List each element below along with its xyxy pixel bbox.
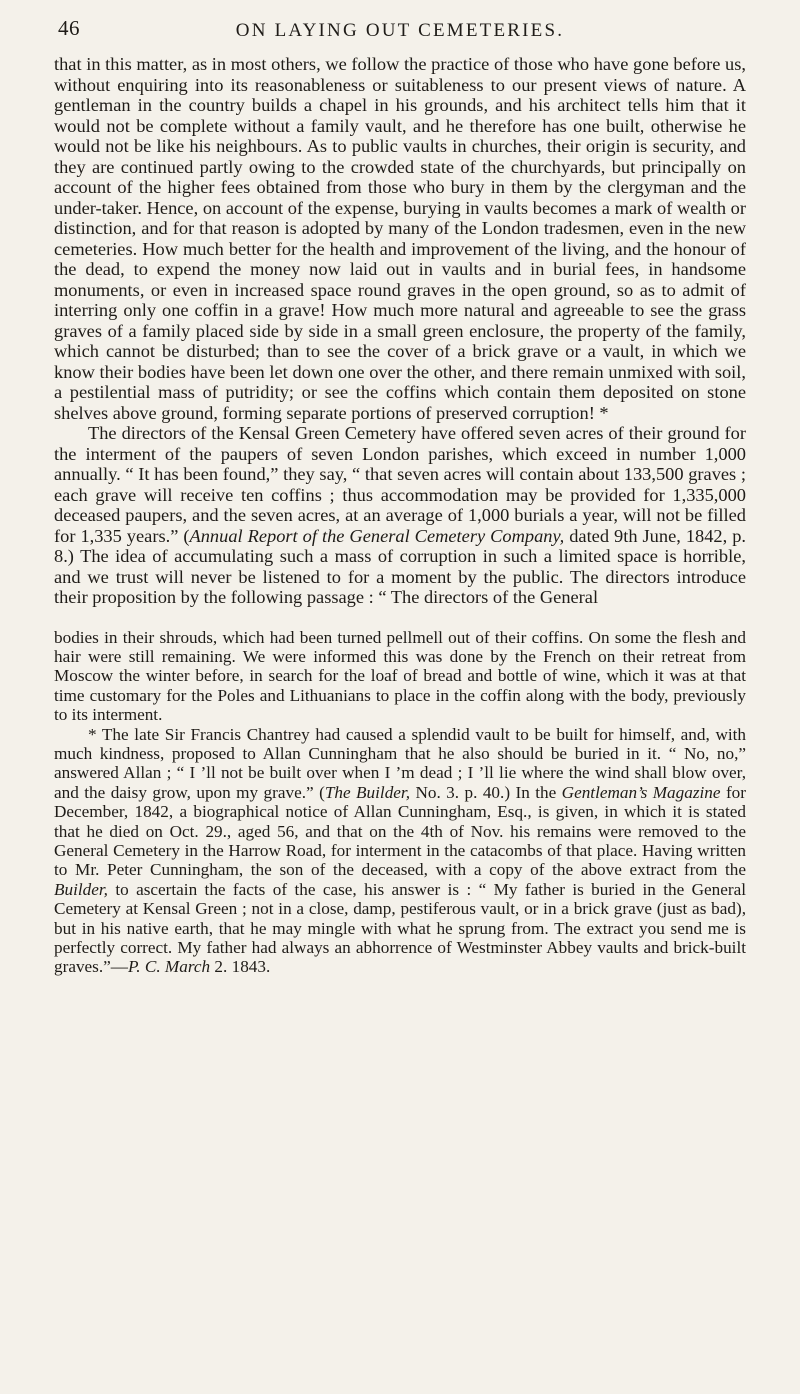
footnote-text-e: 2. 1843. — [210, 957, 271, 977]
running-head — [54, 14, 746, 54]
report-citation: Annual Report of the General Cemetery Company, — [189, 525, 565, 546]
footnote-text-c: for December, 1842, a biographical notice of Allan Cunningham, Esq., is given, in which it is stated that he died on Oct. 29., aged 56, and that on the 4th of Nov. his remains were removed to the General Cemetery in the Harrow Road, for interment in the catacombs of that place. Having written to Mr. Peter Cunningham, the son of the deceased, with a copy of the above extract from the — [54, 782, 746, 880]
footnotes — [54, 628, 746, 977]
citation-builder: The Builder, — [324, 782, 410, 802]
paragraph-2-text-b: dated 9th June, 1842, p. 8.) The idea of accumulating such a mass of corruption in such a limited space is horrible, and we trust will never be listened to for a moment by the public. The directors introduce their proposition by the following passage : “ The directors of the General — [54, 525, 746, 607]
body-paragraph-1: that in this matter, as in most others, we follow the practice of those who have gone before us, without enquiring into its reasonableness or suitableness to our present views of nature. A gentleman in the country builds a chapel in his grounds, and his architect tells him that it would not be complete without a family vault, and he therefore has one built, otherwise he would not be like his neighbours. As to public vaults in churches, their origin is security, and they are continued partly owing to the crowded state of the churchyards, but principally on account of the higher fees obtained from those who bury in them by the clergyman and the under-taker. Hence, on account of the expense, burying in vaults becomes a mark of wealth or distinction, and for that reason is adopted by many of the London tradesmen, even in the new cemeteries. How much better for the health and improvement of the living, and the honour of the dead, to expend the money now laid out in vaults and in burial fees, in handsome monuments, or even in increased space round graves in the open ground, so as to admit of interring only one coffin in a grave! How much more natural and agreeable to see the grass graves of a family placed side by side in a small green enclosure, the property of the family, which cannot be disturbed; than to see the cover of a brick grave or a vault, in which we know their bodies have been let down one over the other, and there remain unmixed with soil, a pestilential mass of putridity; or see the coffins which contain them deposited on stone shelves above ground, forming separate portions of preserved corruption! * — [54, 54, 746, 423]
footnote-continuation: bodies in their shrouds, which had been turned pellmell out of their coffins. On some the flesh and hair were still remaining. We were informed this was done by the French on their retreat from Moscow the winter before, in search for the loaf of bread and bottle of wine, which it was at that time customary for the Poles and Lithuanians to place in the coffin along with the body, previously to its interment. — [54, 627, 746, 725]
body-text — [54, 54, 746, 608]
footnote-text-a: * The late Sir Francis Chantrey had caused a splendid vault to be built for himself, and, with much kindness, proposed to Allan Cunningham that he also should be buried in it. “ No, no,” answered Allan ; “ I ’ll not be built over when I ’m dead ; I ’ll lie where the wind shall blow over, and the daisy grow, upon my grave.” ( — [54, 724, 746, 802]
footnote-text-b: No. 3. p. 40.) In the — [410, 782, 562, 802]
citation-builder-2: Builder, — [54, 879, 108, 899]
citation-gentlemans-magazine: Gentleman’s Magazine — [561, 782, 721, 802]
paragraph-2-text-a: The directors of the Kensal Green Cemetery have offered seven acres of their ground for the interment of the paupers of seven London parishes, which exceed in number 1,000 annually. “ It has been found,” they say, “ that seven acres will contain about 133,500 graves ; each grave will receive ten coffins ; thus accommodation may be provided for 1,335,000 deceased paupers, and the seven acres, at an average of 1,000 burials a year, will not be filled for 1,335 years.” ( — [54, 423, 746, 546]
footnote-text-d: to ascertain the facts of the case, his answer is : “ My father is buried in the General Cemetery at Kensal Green ; not in a close, damp, pestiferous vault, or in a brick grave (just as bad), but in his native earth, that he may mingle with what he sprung from. The extract you send me is perfectly correct. My father had always an abhorrence of Westminster Abbey vaults and brick-built graves.”— — [54, 879, 746, 977]
footnote-chantrey — [54, 725, 746, 977]
running-title: ON LAYING OUT CEMETERIES. — [235, 20, 565, 41]
signature: P. C. March — [127, 957, 211, 977]
page-number: 46 — [58, 16, 80, 40]
body-paragraph-2 — [54, 423, 746, 608]
